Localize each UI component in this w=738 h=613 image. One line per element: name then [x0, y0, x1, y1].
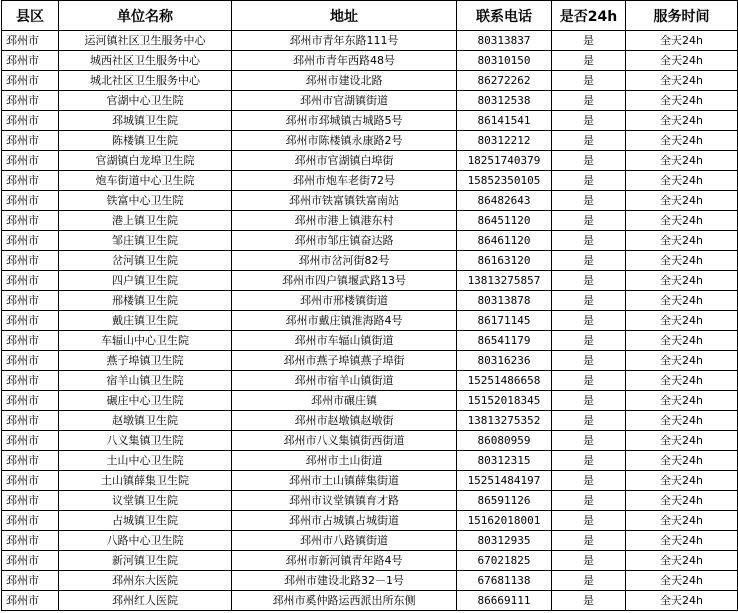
cell-county[interactable]: 邳州市	[2, 211, 59, 231]
cell-24h[interactable]: 是	[552, 371, 626, 391]
cell-service-time[interactable]: 全天24h	[626, 311, 738, 331]
cell-unit-name[interactable]: 八义集镇卫生院	[59, 431, 232, 451]
table-body	[2, 31, 738, 611]
cell-unit-name[interactable]: 邳城镇卫生院	[59, 111, 232, 131]
table-row	[2, 551, 738, 571]
table-row	[2, 211, 738, 231]
cell-unit-name[interactable]: 陈楼镇卫生院	[59, 131, 232, 151]
cell-service-time[interactable]: 全天24h	[626, 71, 738, 91]
cell-24h[interactable]: 是	[552, 91, 626, 111]
cell-address[interactable]: 邳州市四户镇堰武路13号	[232, 271, 457, 291]
cell-county[interactable]: 邳州市	[2, 511, 59, 531]
cell-unit-name[interactable]: 炮车街道中心卫生院	[59, 171, 232, 191]
cell-24h[interactable]: 是	[552, 391, 626, 411]
cell-phone[interactable]: 15852350105	[457, 171, 552, 191]
cell-county[interactable]: 邳州市	[2, 271, 59, 291]
cell-24h[interactable]: 是	[552, 491, 626, 511]
cell-phone[interactable]: 86461120	[457, 231, 552, 251]
header-address[interactable]: 地址	[232, 1, 457, 31]
cell-address[interactable]: 邳州市戴庄镇淮海路4号	[232, 311, 457, 331]
cell-phone[interactable]: 80312315	[457, 451, 552, 471]
cell-county[interactable]: 邳州市	[2, 451, 59, 471]
cell-24h[interactable]: 是	[552, 471, 626, 491]
cell-unit-name[interactable]: 港上镇卫生院	[59, 211, 232, 231]
table-row	[2, 331, 738, 351]
cell-address[interactable]: 邳州市议堂镇镇育才路	[232, 491, 457, 511]
cell-phone[interactable]: 86163120	[457, 251, 552, 271]
table-row	[2, 231, 738, 251]
cell-unit-name[interactable]: 铁富中心卫生院	[59, 191, 232, 211]
cell-24h[interactable]: 是	[552, 351, 626, 371]
cell-phone[interactable]: 67021825	[457, 551, 552, 571]
cell-address[interactable]: 邳州市奚仲路运西派出所东侧	[232, 591, 457, 611]
cell-address[interactable]: 邳州市占城镇占城街道	[232, 511, 457, 531]
cell-county[interactable]: 邳州市	[2, 291, 59, 311]
cell-service-time[interactable]: 全天24h	[626, 371, 738, 391]
cell-phone[interactable]: 86591126	[457, 491, 552, 511]
table-row	[2, 371, 738, 391]
table-row	[2, 111, 738, 131]
cell-address[interactable]: 邳州市土山镇薛集街道	[232, 471, 457, 491]
cell-unit-name[interactable]: 城西社区卫生服务中心	[59, 51, 232, 71]
cell-24h[interactable]: 是	[552, 291, 626, 311]
header-phone[interactable]: 联系电话	[457, 1, 552, 31]
cell-service-time[interactable]: 全天24h	[626, 431, 738, 451]
cell-address[interactable]: 邳州市港上镇港东村	[232, 211, 457, 231]
cell-service-time[interactable]: 全天24h	[626, 191, 738, 211]
table-row	[2, 31, 738, 51]
cell-address[interactable]: 邳州市邢楼镇街道	[232, 291, 457, 311]
cell-service-time[interactable]: 全天24h	[626, 551, 738, 571]
cell-phone[interactable]: 15162018001	[457, 511, 552, 531]
cell-address[interactable]: 邳州市炮车老街72号	[232, 171, 457, 191]
cell-address[interactable]: 邳州市官湖镇白埠街	[232, 151, 457, 171]
cell-24h[interactable]: 是	[552, 571, 626, 591]
cell-service-time[interactable]: 全天24h	[626, 531, 738, 551]
cell-service-time[interactable]: 全天24h	[626, 251, 738, 271]
cell-address[interactable]: 邳州市铁富镇铁富南站	[232, 191, 457, 211]
cell-address[interactable]: 邳州市官湖镇街道	[232, 91, 457, 111]
cell-service-time[interactable]: 全天24h	[626, 151, 738, 171]
cell-phone[interactable]: 15152018345	[457, 391, 552, 411]
cell-service-time[interactable]: 全天24h	[626, 131, 738, 151]
cell-county[interactable]: 邳州市	[2, 431, 59, 451]
cell-24h[interactable]: 是	[552, 271, 626, 291]
cell-county[interactable]: 邳州市	[2, 251, 59, 271]
cell-address[interactable]: 邳州市八路镇街道	[232, 531, 457, 551]
cell-unit-name[interactable]: 邢楼镇卫生院	[59, 291, 232, 311]
cell-county[interactable]: 邳州市	[2, 91, 59, 111]
cell-address[interactable]: 邳州市宿羊山镇街道	[232, 371, 457, 391]
cell-county[interactable]: 邳州市	[2, 531, 59, 551]
cell-24h[interactable]: 是	[552, 51, 626, 71]
table-row	[2, 451, 738, 471]
cell-24h[interactable]: 是	[552, 451, 626, 471]
table-row	[2, 191, 738, 211]
table-row	[2, 431, 738, 451]
cell-county[interactable]: 邳州市	[2, 231, 59, 251]
cell-phone[interactable]: 13813275352	[457, 411, 552, 431]
cell-unit-name[interactable]: 碾庄中心卫生院	[59, 391, 232, 411]
cell-county[interactable]: 邳州市	[2, 351, 59, 371]
cell-24h[interactable]: 是	[552, 231, 626, 251]
cell-service-time[interactable]: 全天24h	[626, 451, 738, 471]
cell-unit-name[interactable]: 官湖中心卫生院	[59, 91, 232, 111]
table-row	[2, 131, 738, 151]
cell-address[interactable]: 邳州市赵墩镇赵墩街	[232, 411, 457, 431]
cell-county[interactable]: 邳州市	[2, 31, 59, 51]
cell-phone[interactable]: 67681138	[457, 571, 552, 591]
cell-address[interactable]: 邳州市陈楼镇永康路2号	[232, 131, 457, 151]
cell-unit-name[interactable]: 八路中心卫生院	[59, 531, 232, 551]
cell-county[interactable]: 邳州市	[2, 71, 59, 91]
table-row	[2, 311, 738, 331]
table-row	[2, 151, 738, 171]
cell-service-time[interactable]: 全天24h	[626, 391, 738, 411]
cell-address[interactable]: 邳州市岔河街82号	[232, 251, 457, 271]
cell-24h[interactable]: 是	[552, 71, 626, 91]
table-row	[2, 271, 738, 291]
cell-address[interactable]: 邳州市碾庄镇	[232, 391, 457, 411]
cell-24h[interactable]: 是	[552, 151, 626, 171]
cell-unit-name[interactable]: 邳州东大医院	[59, 571, 232, 591]
cell-address[interactable]: 邳州市新河镇青年路4号	[232, 551, 457, 571]
table-row	[2, 511, 738, 531]
clinic-table	[1, 0, 738, 611]
cell-24h[interactable]: 是	[552, 311, 626, 331]
cell-24h[interactable]: 是	[552, 411, 626, 431]
table-row	[2, 411, 738, 431]
cell-24h[interactable]: 是	[552, 251, 626, 271]
cell-phone[interactable]: 80313837	[457, 31, 552, 51]
cell-phone[interactable]: 86669111	[457, 591, 552, 611]
cell-phone[interactable]: 13813275857	[457, 271, 552, 291]
cell-24h[interactable]: 是	[552, 211, 626, 231]
cell-unit-name[interactable]: 土山中心卫生院	[59, 451, 232, 471]
cell-phone[interactable]: 86541179	[457, 331, 552, 351]
table-row	[2, 171, 738, 191]
cell-unit-name[interactable]: 四户镇卫生院	[59, 271, 232, 291]
cell-county[interactable]: 邳州市	[2, 311, 59, 331]
cell-phone[interactable]: 80316236	[457, 351, 552, 371]
cell-phone[interactable]: 80310150	[457, 51, 552, 71]
cell-service-time[interactable]: 全天24h	[626, 51, 738, 71]
header-row	[2, 1, 738, 31]
cell-24h[interactable]: 是	[552, 551, 626, 571]
cell-unit-name[interactable]: 邹庄镇卫生院	[59, 231, 232, 251]
cell-county[interactable]: 邳州市	[2, 491, 59, 511]
cell-24h[interactable]: 是	[552, 431, 626, 451]
cell-phone[interactable]: 18251740379	[457, 151, 552, 171]
cell-unit-name[interactable]: 邳州红人医院	[59, 591, 232, 611]
cell-24h[interactable]: 是	[552, 171, 626, 191]
table-row	[2, 51, 738, 71]
table-row	[2, 251, 738, 271]
cell-phone[interactable]: 86482643	[457, 191, 552, 211]
cell-24h[interactable]: 是	[552, 131, 626, 151]
cell-county[interactable]: 邳州市	[2, 151, 59, 171]
cell-county[interactable]: 邳州市	[2, 571, 59, 591]
cell-unit-name[interactable]: 车辐山中心卫生院	[59, 331, 232, 351]
cell-county[interactable]: 邳州市	[2, 411, 59, 431]
cell-phone[interactable]: 86141541	[457, 111, 552, 131]
cell-24h[interactable]: 是	[552, 31, 626, 51]
cell-address[interactable]: 邳州市八义集镇街西街道	[232, 431, 457, 451]
cell-service-time[interactable]: 全天24h	[626, 411, 738, 431]
cell-unit-name[interactable]: 岔河镇卫生院	[59, 251, 232, 271]
cell-county[interactable]: 邳州市	[2, 51, 59, 71]
cell-address[interactable]: 邳州市青年西路48号	[232, 51, 457, 71]
cell-address[interactable]: 邳州市燕子埠镇燕子埠街	[232, 351, 457, 371]
cell-county[interactable]: 邳州市	[2, 331, 59, 351]
cell-unit-name[interactable]: 戴庄镇卫生院	[59, 311, 232, 331]
cell-phone[interactable]: 15251484197	[457, 471, 552, 491]
cell-unit-name[interactable]: 新河镇卫生院	[59, 551, 232, 571]
cell-unit-name[interactable]: 运河镇社区卫生服务中心	[59, 31, 232, 51]
cell-service-time[interactable]: 全天24h	[626, 91, 738, 111]
cell-unit-name[interactable]: 土山镇薛集卫生院	[59, 471, 232, 491]
cell-unit-name[interactable]: 燕子埠镇卫生院	[59, 351, 232, 371]
cell-service-time[interactable]: 全天24h	[626, 491, 738, 511]
cell-phone[interactable]: 86451120	[457, 211, 552, 231]
cell-phone[interactable]: 86272262	[457, 71, 552, 91]
cell-service-time[interactable]: 全天24h	[626, 511, 738, 531]
cell-county[interactable]: 邳州市	[2, 131, 59, 151]
cell-phone[interactable]: 86080959	[457, 431, 552, 451]
cell-unit-name[interactable]: 赵墩镇卫生院	[59, 411, 232, 431]
cell-24h[interactable]: 是	[552, 511, 626, 531]
cell-service-time[interactable]: 全天24h	[626, 171, 738, 191]
cell-24h[interactable]: 是	[552, 331, 626, 351]
table-row	[2, 471, 738, 491]
cell-address[interactable]: 邳州市建设北路32－1号	[232, 571, 457, 591]
cell-service-time[interactable]: 全天24h	[626, 211, 738, 231]
cell-service-time[interactable]: 全天24h	[626, 31, 738, 51]
cell-county[interactable]: 邳州市	[2, 591, 59, 611]
cell-address[interactable]: 邳州市青年东路111号	[232, 31, 457, 51]
header-county[interactable]: 县区	[2, 1, 59, 31]
cell-24h[interactable]: 是	[552, 191, 626, 211]
cell-county[interactable]: 邳州市	[2, 191, 59, 211]
cell-phone[interactable]: 86171145	[457, 311, 552, 331]
cell-service-time[interactable]: 全天24h	[626, 291, 738, 311]
cell-county[interactable]: 邳州市	[2, 471, 59, 491]
cell-unit-name[interactable]: 城北社区卫生服务中心	[59, 71, 232, 91]
cell-address[interactable]: 邳州市建设北路	[232, 71, 457, 91]
cell-phone[interactable]: 80312212	[457, 131, 552, 151]
cell-unit-name[interactable]: 宿羊山镇卫生院	[59, 371, 232, 391]
table-row	[2, 571, 738, 591]
cell-unit-name[interactable]: 占城镇卫生院	[59, 511, 232, 531]
cell-address[interactable]: 邳州市车辐山镇街道	[232, 331, 457, 351]
cell-phone[interactable]: 80312538	[457, 91, 552, 111]
cell-county[interactable]: 邳州市	[2, 111, 59, 131]
cell-service-time[interactable]: 全天24h	[626, 471, 738, 491]
cell-24h[interactable]: 是	[552, 591, 626, 611]
cell-county[interactable]: 邳州市	[2, 551, 59, 571]
table-row	[2, 291, 738, 311]
cell-county[interactable]: 邳州市	[2, 391, 59, 411]
table-row	[2, 71, 738, 91]
cell-address[interactable]: 邳州市邳城镇古城路5号	[232, 111, 457, 131]
table-row	[2, 531, 738, 551]
header-service-time[interactable]: 服务时间	[626, 1, 738, 31]
table-row	[2, 591, 738, 611]
cell-address[interactable]: 邳州市土山街道	[232, 451, 457, 471]
cell-phone[interactable]: 80313878	[457, 291, 552, 311]
table-row	[2, 491, 738, 511]
cell-unit-name[interactable]: 议堂镇卫生院	[59, 491, 232, 511]
cell-unit-name[interactable]: 官湖镇白龙埠卫生院	[59, 151, 232, 171]
cell-service-time[interactable]: 全天24h	[626, 331, 738, 351]
cell-county[interactable]: 邳州市	[2, 371, 59, 391]
cell-county[interactable]: 邳州市	[2, 171, 59, 191]
cell-service-time[interactable]: 全天24h	[626, 591, 738, 611]
header-unit-name[interactable]: 单位名称	[59, 1, 232, 31]
cell-24h[interactable]: 是	[552, 111, 626, 131]
cell-address[interactable]: 邳州市邹庄镇奋达路	[232, 231, 457, 251]
cell-service-time[interactable]: 全天24h	[626, 111, 738, 131]
cell-phone[interactable]: 80312935	[457, 531, 552, 551]
table-row	[2, 391, 738, 411]
table-row	[2, 91, 738, 111]
cell-service-time[interactable]: 全天24h	[626, 271, 738, 291]
cell-24h[interactable]: 是	[552, 531, 626, 551]
table-row	[2, 351, 738, 371]
cell-phone[interactable]: 15251486658	[457, 371, 552, 391]
cell-service-time[interactable]: 全天24h	[626, 231, 738, 251]
header-24h[interactable]: 是否24h	[552, 1, 626, 31]
cell-service-time[interactable]: 全天24h	[626, 571, 738, 591]
cell-service-time[interactable]: 全天24h	[626, 351, 738, 371]
